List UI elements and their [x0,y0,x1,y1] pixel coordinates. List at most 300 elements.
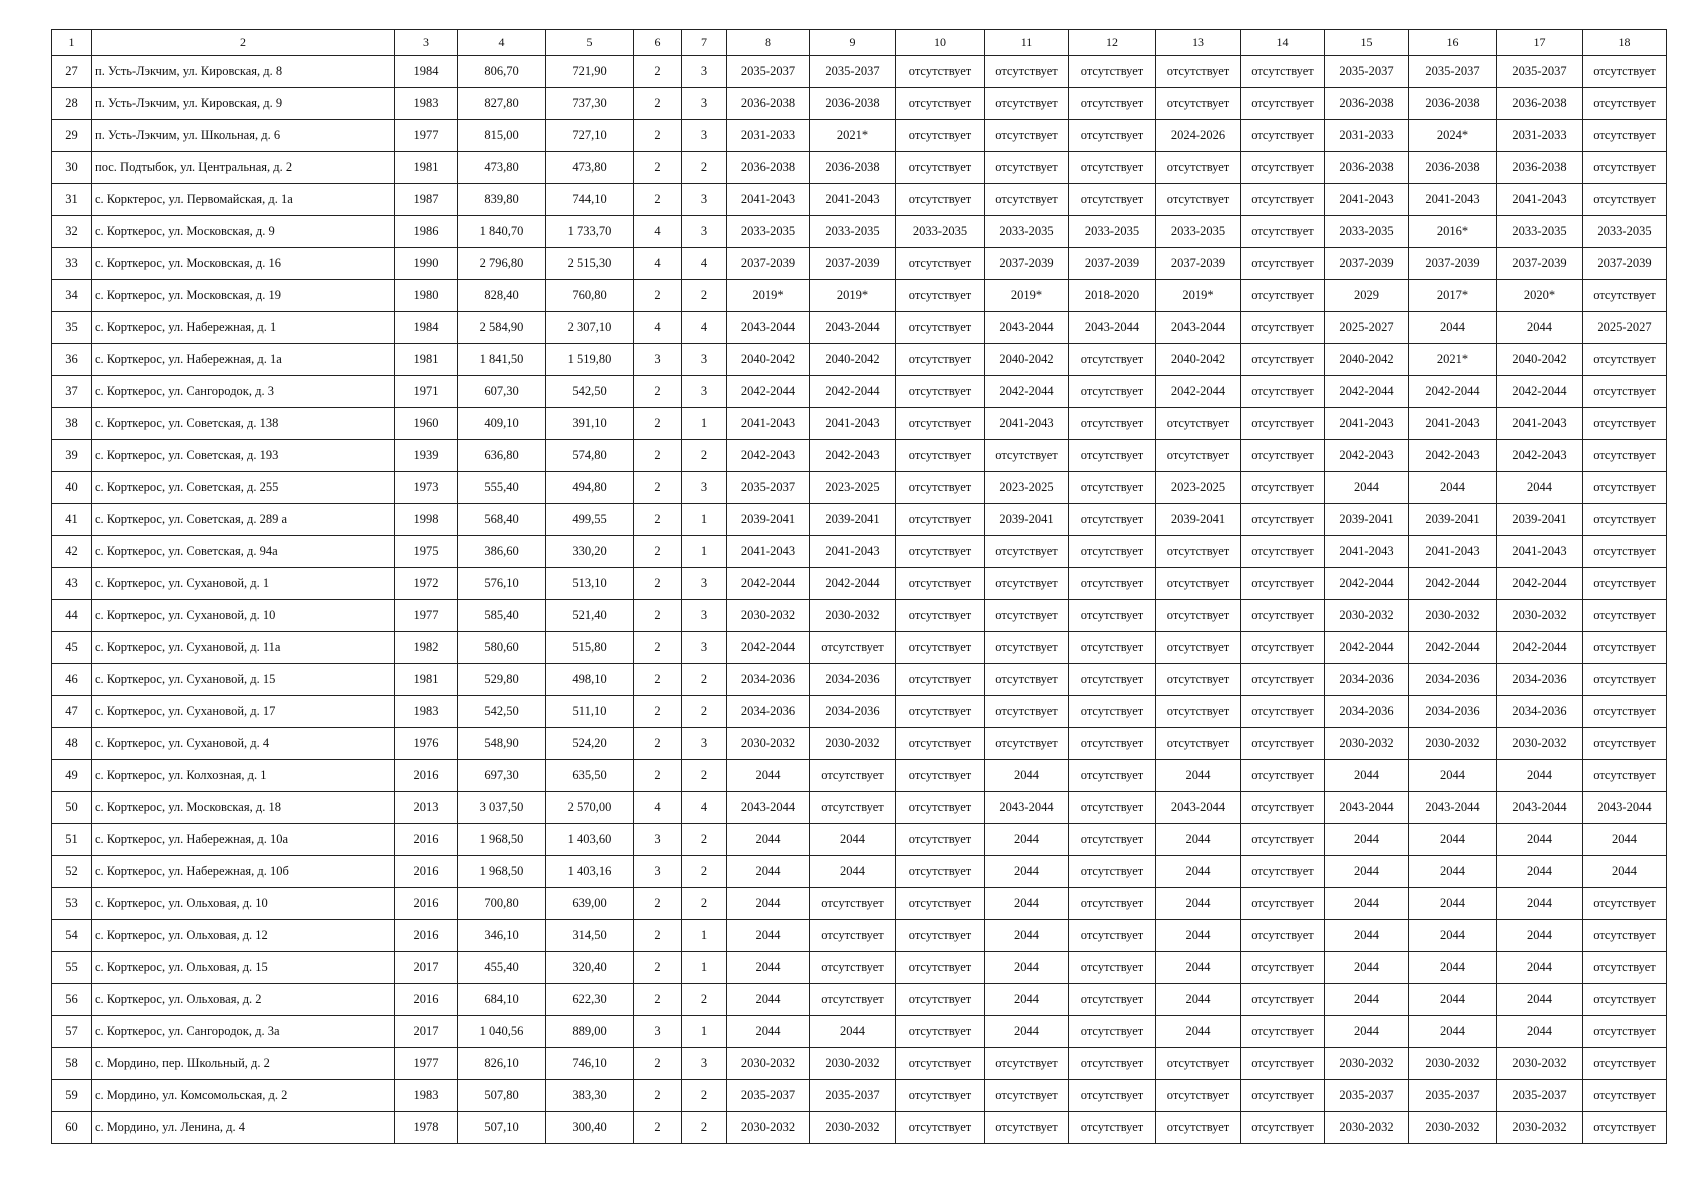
table-row [52,600,1667,632]
table-cell: 2 [634,440,682,472]
table-cell: 2030-2032 [1409,600,1497,632]
address-cell: с. Корткерос, ул. Московская, д. 19 [92,280,395,312]
table-cell: 507,10 [458,1112,546,1144]
table-cell: 2044 [985,920,1069,952]
table-cell: 2017* [1409,280,1497,312]
table-cell: 2030-2032 [1497,1048,1583,1080]
table-cell: отсутствует [1583,664,1667,696]
table-cell: отсутствует [1156,600,1241,632]
table-cell: 513,10 [546,568,634,600]
table-cell: 2017 [395,952,458,984]
table-cell: отсутствует [1069,120,1156,152]
table-cell: отсутствует [985,696,1069,728]
table-cell: 3 037,50 [458,792,546,824]
column-number-header: 13 [1156,30,1241,56]
table-cell: 2039-2041 [1409,504,1497,536]
table-cell: 2042-2043 [1409,440,1497,472]
table-cell: отсутствует [1583,1048,1667,1080]
table-cell: 2021* [810,120,896,152]
address-cell: с. Корткерос, ул. Ольховая, д. 12 [92,920,395,952]
table-cell: 2030-2032 [1325,1048,1409,1080]
row-number-cell: 45 [52,632,92,664]
row-number-cell: 55 [52,952,92,984]
table-cell: 1 733,70 [546,216,634,248]
table-cell: 330,20 [546,536,634,568]
table-cell: 2013 [395,792,458,824]
table-cell: отсутствует [1069,152,1156,184]
row-number-cell: 54 [52,920,92,952]
table-cell: 2 [634,568,682,600]
column-number-header: 18 [1583,30,1667,56]
table-cell: 1976 [395,728,458,760]
table-row [52,1112,1667,1144]
table-cell: 2043-2044 [727,792,810,824]
table-cell: 2044 [985,760,1069,792]
table-header-row [52,30,1667,56]
table-cell: 2034-2036 [1325,664,1409,696]
table-cell: 2016 [395,760,458,792]
table-cell: отсутствует [1583,888,1667,920]
table-cell: 2037-2039 [1497,248,1583,280]
column-number-header: 5 [546,30,634,56]
table-cell: 2041-2043 [1497,408,1583,440]
table-cell: 2 [682,664,727,696]
table-cell: отсутствует [810,888,896,920]
table-cell: отсутствует [896,472,985,504]
row-number-cell: 49 [52,760,92,792]
row-number-cell: 27 [52,56,92,88]
table-cell: 2044 [1583,856,1667,888]
column-number-header: 1 [52,30,92,56]
table-cell: отсутствует [1069,728,1156,760]
table-cell: отсутствует [810,760,896,792]
table-cell: отсутствует [1241,184,1325,216]
table-cell: отсутствует [1069,88,1156,120]
table-cell: 2025-2027 [1325,312,1409,344]
table-cell: 2 [682,280,727,312]
column-number-header: 9 [810,30,896,56]
table-cell: 2042-2044 [727,632,810,664]
table-cell: отсутствует [1069,984,1156,1016]
table-cell: 2043-2044 [1409,792,1497,824]
table-cell: 2044 [985,824,1069,856]
address-cell: с. Корткерос, ул. Московская, д. 18 [92,792,395,824]
table-cell: 2044 [1325,472,1409,504]
table-cell: отсутствует [1241,920,1325,952]
table-cell: отсутствует [1583,1016,1667,1048]
address-cell: с. Мордино, пер. Школьный, д. 2 [92,1048,395,1080]
table-cell: 889,00 [546,1016,634,1048]
table-cell: 2034-2036 [1497,696,1583,728]
table-cell: 1978 [395,1112,458,1144]
table-cell: отсутствует [1156,632,1241,664]
table-cell: отсутствует [1583,1080,1667,1112]
table-cell: 1987 [395,184,458,216]
table-cell: отсутствует [1583,760,1667,792]
table-cell: 2042-2044 [1325,376,1409,408]
table-cell: отсутствует [1241,632,1325,664]
address-cell: с. Корткерос, ул. Набережная, д. 1а [92,344,395,376]
table-cell: 2040-2042 [810,344,896,376]
table-cell: отсутствует [896,984,985,1016]
table-cell: 639,00 [546,888,634,920]
table-cell: 1980 [395,280,458,312]
table-cell: 1984 [395,312,458,344]
table-cell: 2037-2039 [810,248,896,280]
table-cell: 2 515,30 [546,248,634,280]
table-cell: 2039-2041 [810,504,896,536]
table-cell: 2044 [1325,952,1409,984]
table-cell: 3 [682,88,727,120]
table-cell: 2033-2035 [896,216,985,248]
table-cell: 1939 [395,440,458,472]
table-cell: отсутствует [1069,696,1156,728]
table-cell: 1 968,50 [458,824,546,856]
row-number-cell: 53 [52,888,92,920]
table-cell: отсутствует [985,568,1069,600]
table-cell: отсутствует [1156,696,1241,728]
table-cell: 1983 [395,1080,458,1112]
column-number-header: 10 [896,30,985,56]
table-cell: отсутствует [1583,408,1667,440]
table-cell: 1983 [395,88,458,120]
column-number-header: 14 [1241,30,1325,56]
table-cell: 2044 [1156,1016,1241,1048]
row-number-cell: 50 [52,792,92,824]
table-cell: отсутствует [896,728,985,760]
table-cell: 2044 [1156,760,1241,792]
table-cell: отсутствует [1156,56,1241,88]
table-cell: 511,10 [546,696,634,728]
table-cell: отсутствует [1241,216,1325,248]
address-cell: с. Корткерос, ул. Ольховая, д. 2 [92,984,395,1016]
table-cell: 386,60 [458,536,546,568]
column-number-header: 12 [1069,30,1156,56]
table-cell: отсутствует [1241,888,1325,920]
table-cell: 2 [634,664,682,696]
table-cell: 2025-2027 [1583,312,1667,344]
table-cell: отсутствует [1069,344,1156,376]
table-cell: 2042-2044 [727,376,810,408]
table-cell: 2042-2044 [1325,568,1409,600]
table-cell: 2039-2041 [985,504,1069,536]
table-cell: 391,10 [546,408,634,440]
table-cell: отсутствует [1241,824,1325,856]
table-row [52,856,1667,888]
table-cell: 2036-2038 [1409,88,1497,120]
table-row [52,824,1667,856]
address-cell: с. Корткерос, ул. Сухановой, д. 15 [92,664,395,696]
table-cell: 2039-2041 [1325,504,1409,536]
table-row [52,152,1667,184]
table-cell: 2023-2025 [1156,472,1241,504]
column-number-header: 3 [395,30,458,56]
table-cell: 2042-2044 [727,568,810,600]
table-cell: отсутствует [1241,600,1325,632]
table-cell: 828,40 [458,280,546,312]
row-number-cell: 34 [52,280,92,312]
table-cell: 2034-2036 [1325,696,1409,728]
address-cell: с. Корткерос, ул. Сухановой, д. 11а [92,632,395,664]
table-cell: 2034-2036 [810,664,896,696]
table-cell: отсутствует [896,664,985,696]
table-cell: 4 [682,792,727,824]
table-cell: 2044 [1497,760,1583,792]
table-cell: 2044 [1156,984,1241,1016]
table-cell: 2039-2041 [727,504,810,536]
table-cell: 2041-2043 [1409,184,1497,216]
table-cell: 2042-2044 [985,376,1069,408]
column-number-header: 17 [1497,30,1583,56]
table-cell: 346,10 [458,920,546,952]
table-cell: 3 [682,344,727,376]
table-row [52,440,1667,472]
table-cell: 684,10 [458,984,546,1016]
table-cell: 1960 [395,408,458,440]
table-cell: отсутствует [1156,1080,1241,1112]
table-cell: 2030-2032 [1497,1112,1583,1144]
address-cell: с. Корткерос, ул. Московская, д. 9 [92,216,395,248]
table-cell: отсутствует [896,376,985,408]
table-cell: отсутствует [1069,1080,1156,1112]
table-cell: 1 840,70 [458,216,546,248]
table-cell: 409,10 [458,408,546,440]
table-cell: 1972 [395,568,458,600]
table-cell: 2043-2044 [810,312,896,344]
table-cell: 815,00 [458,120,546,152]
table-cell: 2044 [727,984,810,1016]
table-cell: 2 [634,1080,682,1112]
table-cell: 2016 [395,824,458,856]
table-cell: 1981 [395,664,458,696]
table-cell: 2044 [1409,760,1497,792]
table-cell: 1990 [395,248,458,280]
table-row [52,1016,1667,1048]
table-cell: 2043-2044 [1069,312,1156,344]
table-cell: 2042-2044 [810,568,896,600]
table-cell: 2023-2025 [810,472,896,504]
table-cell: 2041-2043 [810,408,896,440]
row-number-cell: 28 [52,88,92,120]
table-cell: 2042-2043 [727,440,810,472]
table-cell: 1 [682,536,727,568]
table-cell: отсутствует [1069,56,1156,88]
table-cell: 2 [682,984,727,1016]
table-cell: отсутствует [1156,88,1241,120]
table-cell: 2044 [727,824,810,856]
column-number-header: 16 [1409,30,1497,56]
row-number-cell: 32 [52,216,92,248]
table-cell: 2035-2037 [1409,56,1497,88]
table-cell: 529,80 [458,664,546,696]
table-cell: 2043-2044 [1497,792,1583,824]
table-cell: отсутствует [1241,1048,1325,1080]
table-cell: 568,40 [458,504,546,536]
table-cell: отсутствует [1156,152,1241,184]
table-cell: отсутствует [1583,728,1667,760]
table-cell: 2039-2041 [1497,504,1583,536]
table-cell: 2030-2032 [1409,1048,1497,1080]
table-cell: отсутствует [1583,568,1667,600]
table-row [52,568,1667,600]
table-cell: отсутствует [810,984,896,1016]
table-cell: 2031-2033 [1497,120,1583,152]
table-cell: 2017 [395,1016,458,1048]
table-cell: отсутствует [1069,888,1156,920]
table-row [52,536,1667,568]
table-cell: отсутствует [896,408,985,440]
column-number-header: 2 [92,30,395,56]
table-cell: отсутствует [896,1112,985,1144]
table-cell: отсутствует [985,440,1069,472]
table-cell: отсутствует [1241,120,1325,152]
table-cell: 2044 [1497,952,1583,984]
table-cell: 2 [634,408,682,440]
table-cell: отсутствует [985,632,1069,664]
row-number-cell: 46 [52,664,92,696]
table-cell: отсутствует [1069,408,1156,440]
table-cell: 2042-2044 [1409,632,1497,664]
table-cell: отсутствует [1583,952,1667,984]
table-cell: отсутствует [810,632,896,664]
table-cell: отсутствует [1241,440,1325,472]
table-cell: 2 [634,56,682,88]
table-cell: 542,50 [546,376,634,408]
table-cell: 2036-2038 [1497,88,1583,120]
address-cell: с. Корткерос, ул. Советская, д. 289 а [92,504,395,536]
table-cell: отсутствует [985,1080,1069,1112]
table-cell: отсутствует [1069,824,1156,856]
table-cell: 2 [634,472,682,504]
table-cell: отсутствует [1241,984,1325,1016]
table-cell: 1 403,16 [546,856,634,888]
table-cell: 320,40 [546,952,634,984]
table-cell: отсутствует [896,88,985,120]
table-cell: 2018-2020 [1069,280,1156,312]
table-cell: 2 [682,856,727,888]
table-cell: отсутствует [1241,56,1325,88]
table-cell: 2037-2039 [1325,248,1409,280]
table-cell: отсутствует [896,312,985,344]
address-cell: с. Корткерос, ул. Сухановой, д. 17 [92,696,395,728]
table-cell: 2030-2032 [727,728,810,760]
table-cell: 2041-2043 [1497,536,1583,568]
table-cell: 2036-2038 [810,88,896,120]
table-cell: 1 403,60 [546,824,634,856]
table-cell: 2 [634,696,682,728]
table-cell: 2 [634,728,682,760]
table-cell: 580,60 [458,632,546,664]
table-cell: 2023-2025 [985,472,1069,504]
table-cell: отсутствует [1156,536,1241,568]
table-cell: отсутствует [896,792,985,824]
table-cell: 2044 [1156,888,1241,920]
table-cell: отсутствует [1156,184,1241,216]
table-cell: 2 307,10 [546,312,634,344]
table-cell: отсутствует [1069,920,1156,952]
table-cell: отсутствует [1069,1112,1156,1144]
table-cell: 3 [634,824,682,856]
address-cell: с. Корткерос, ул. Набережная, д. 1 [92,312,395,344]
table-cell: 524,20 [546,728,634,760]
table-cell: отсутствует [1069,792,1156,824]
table-cell: отсутствует [1241,504,1325,536]
table-cell: 555,40 [458,472,546,504]
table-cell: 2037-2039 [985,248,1069,280]
table-cell: отсутствует [985,120,1069,152]
table-cell: 2041-2043 [727,184,810,216]
table-cell: 2030-2032 [810,1048,896,1080]
table-cell: отсутствует [1069,184,1156,216]
table-cell: 473,80 [458,152,546,184]
table-cell: 2019* [810,280,896,312]
table-cell: 2042-2044 [1497,568,1583,600]
table-cell: 2016 [395,888,458,920]
table-cell: 4 [634,248,682,280]
table-cell: 2036-2038 [1325,88,1409,120]
table-cell: 2041-2043 [1497,184,1583,216]
row-number-cell: 40 [52,472,92,504]
table-cell: 2031-2033 [727,120,810,152]
table-cell: 3 [682,1048,727,1080]
table-cell: 2 [634,280,682,312]
table-cell: 2035-2037 [1497,1080,1583,1112]
table-cell: отсутствует [1583,632,1667,664]
table-cell: 2016 [395,856,458,888]
table-row [52,280,1667,312]
table-cell: 2030-2032 [810,728,896,760]
table-cell: 1 [682,952,727,984]
table-cell: 2043-2044 [727,312,810,344]
table-cell: отсутствует [1583,600,1667,632]
table-cell: 2044 [985,1016,1069,1048]
table-cell: 2 584,90 [458,312,546,344]
table-cell: 2042-2044 [1156,376,1241,408]
table-cell: 2035-2037 [1325,56,1409,88]
table-cell: 3 [682,600,727,632]
table-cell: 2041-2043 [985,408,1069,440]
table-cell: отсутствует [896,568,985,600]
table-cell: 2035-2037 [727,472,810,504]
table-cell: 2030-2032 [810,1112,896,1144]
table-cell: отсутствует [1069,1016,1156,1048]
table-cell: 1971 [395,376,458,408]
table-cell: отсутствует [1156,664,1241,696]
address-cell: с. Корткерос, ул. Набережная, д. 10а [92,824,395,856]
table-cell: 2035-2037 [810,56,896,88]
table-cell: 2034-2036 [810,696,896,728]
table-row [52,504,1667,536]
address-cell: с. Корткерос, ул. Сухановой, д. 1 [92,568,395,600]
table-cell: 2040-2042 [985,344,1069,376]
address-cell: п. Усть-Лэкчим, ул. Школьная, д. 6 [92,120,395,152]
table-cell: отсутствует [1241,1080,1325,1112]
table-cell: 2019* [985,280,1069,312]
address-cell: с. Корткерос, ул. Сангородок, д. 3а [92,1016,395,1048]
table-cell: 2042-2044 [810,376,896,408]
table-cell: отсутствует [1241,344,1325,376]
table-cell: отсутствует [896,696,985,728]
table-cell: 4 [634,312,682,344]
table-cell: отсутствует [1583,56,1667,88]
address-cell: с. Корткерос, ул. Советская, д. 255 [92,472,395,504]
table-cell: 2030-2032 [1325,1112,1409,1144]
table-cell: 2033-2035 [985,216,1069,248]
table-cell: 2030-2032 [727,1048,810,1080]
table-cell: отсутствует [1069,856,1156,888]
table-row [52,760,1667,792]
table-cell: 1 [682,1016,727,1048]
